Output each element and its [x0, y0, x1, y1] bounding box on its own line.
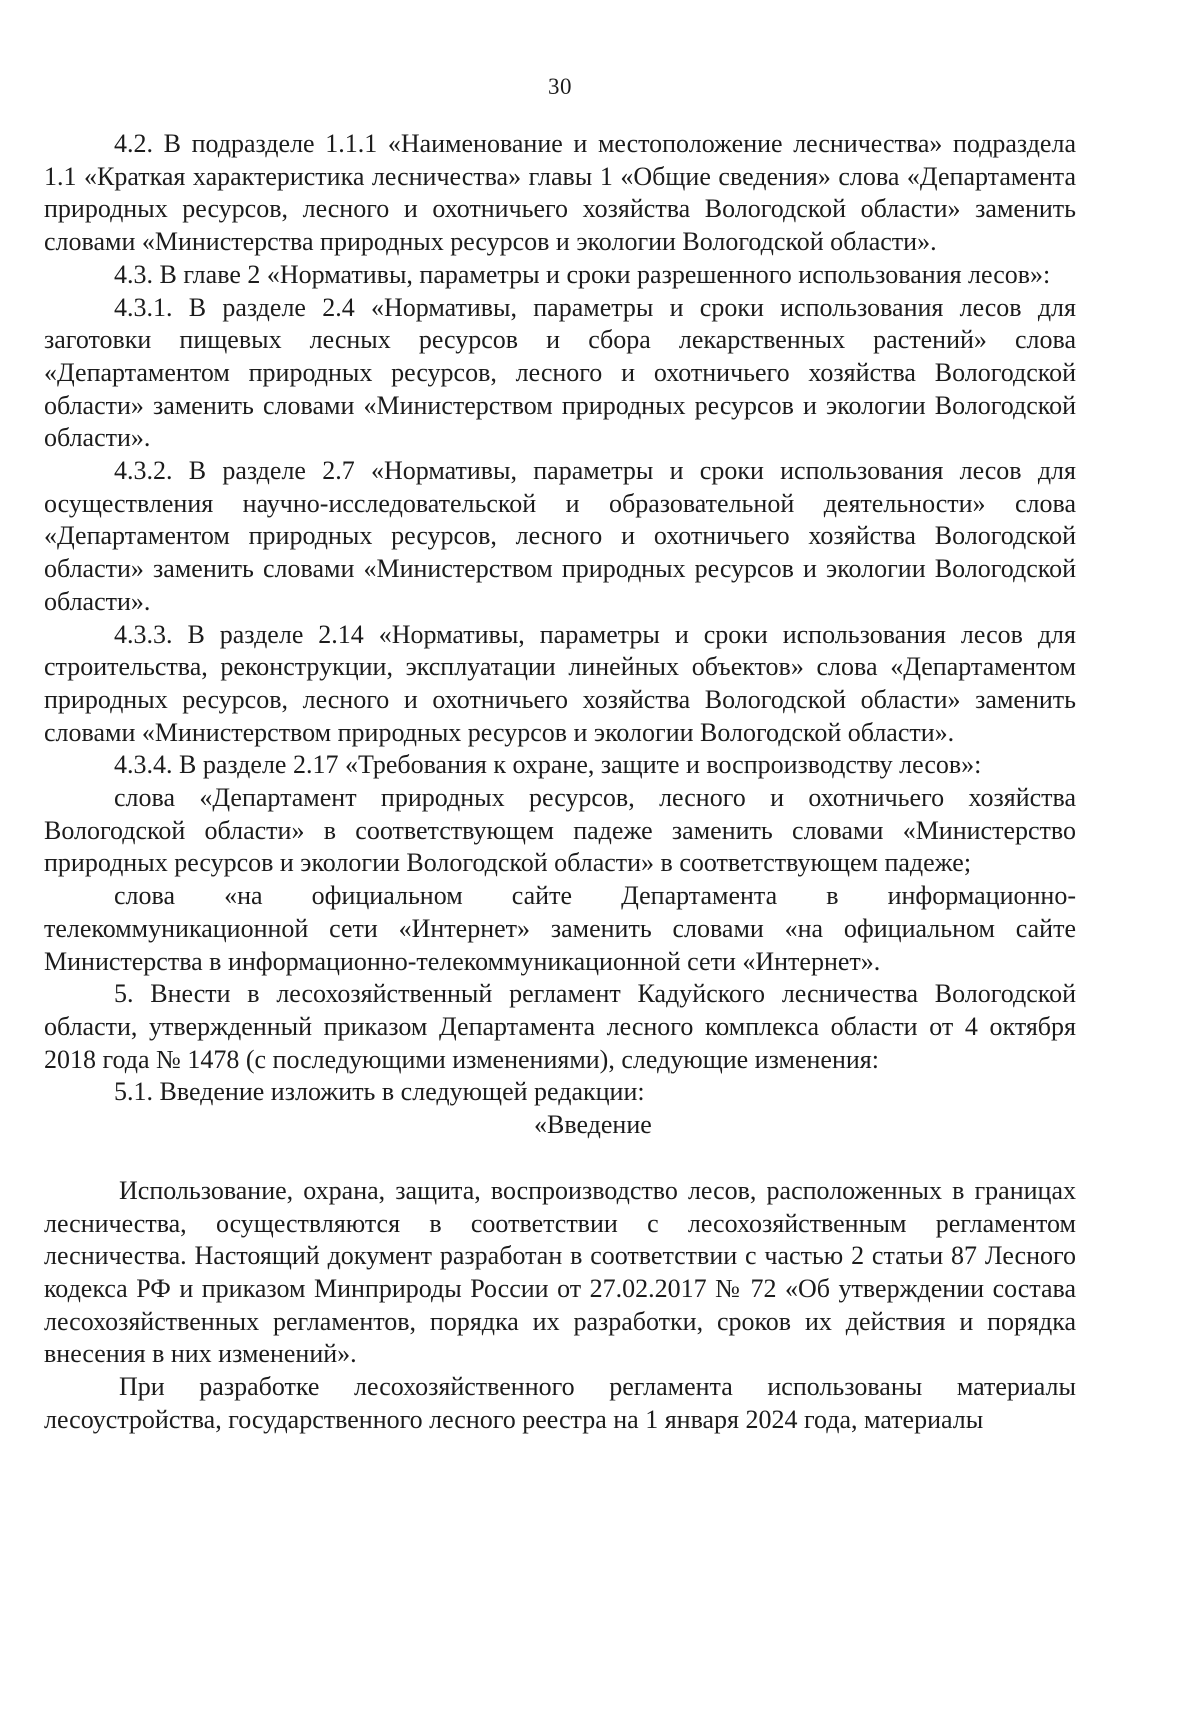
paragraph-4-2: 4.2. В подразделе 1.1.1 «Наименование и местоположение лесничества» подраздела 1.1 «Краткая характеристика лесничества» главы 1 «Общие сведения» слова «Департамента природных ресурсов, лесного и охотничьего хозяйства Вологодской области» заменить словами «Министерства природных ресурсов и экологии Вологодской области». — [44, 129, 1076, 257]
paragraph-4-3-1: 4.3.1. В разделе 2.4 «Нормативы, параметры и сроки использования лесов для заготовки пищевых лесных ресурсов и сбора лекарственных растений» слова «Департаментом природных ресурсов, лесного и охотничьего хозяйства Вологодской области» заменить словами «Министерством природных ресурсов и экологии Вологодской области». — [44, 292, 1076, 453]
paragraph-4-3-4-words-1: слова «Департамент природных ресурсов, лесного и охотничьего хозяйства Вологодской области» в соответствующем падеже заменить словами «Министерство природных ресурсов и экологии Вологодской области» в соответствующем падеже; — [44, 783, 1076, 878]
page-number: 30 — [548, 74, 572, 99]
document-body — [44, 128, 1076, 1436]
paragraph-4-3-4: 4.3.4. В разделе 2.17 «Требования к охране, защите и воспроизводству лесов»: — [114, 750, 982, 780]
paragraph-5: 5. Внести в лесохозяйственный регламент Кадуйского лесничества Вологодской области, утвержденный приказом Департамента лесного комплекса области от 4 октября 2018 года № 1478 (с последующими изменениями), следующие изменения: — [44, 979, 1076, 1074]
paragraph-4-3-2: 4.3.2. В разделе 2.7 «Нормативы, параметры и сроки использования лесов для осуществления научно-исследовательской и образовательной деятельности» слова «Департаментом природных ресурсов, лесного и охотничьего хозяйства Вологодской области» заменить словами «Министерством природных ресурсов и экологии Вологодской области». — [44, 456, 1076, 616]
paragraph-4-3-3: 4.3.3. В разделе 2.14 «Нормативы, параметры и сроки использования лесов для строительства, реконструкции, эксплуатации линейных объектов» слова «Департаментом природных ресурсов, лесного и охотничьего хозяйства Вологодской области» заменить словами «Министерством природных ресурсов и экологии Вологодской области». — [44, 619, 1076, 747]
document-page — [44, 0, 1076, 1719]
paragraph-4-3: 4.3. В главе 2 «Нормативы, параметры и сроки разрешенного использования лесов»: — [114, 259, 1051, 289]
intro-paragraph-2: При разработке лесохозяйственного регламента использованы материалы лесоустройства, государственного лесного реестра на 1 января 2024 года, материалы — [44, 1372, 1076, 1434]
section-heading: «Введение — [534, 1110, 652, 1140]
paragraph-5-1: 5.1. Введение изложить в следующей редакции: — [114, 1077, 645, 1107]
intro-paragraph-1: Использование, охрана, защита, воспроизводство лесов, расположенных в границах лесничества, осуществляются в соответствии с лесохозяйственным регламентом лесничества. Настоящий документ разработан в соответствии с частью 2 статьи 87 Лесного кодекса РФ и приказом Минприроды России от 27.02.2017 № 72 «Об утверждении состава лесохозяйственных регламентов, порядка их разработки, сроков их действия и порядка внесения в них изменений». — [44, 1175, 1076, 1369]
paragraph-4-3-4-words-2: слова «на официальном сайте Департамента в информационно-телекоммуникационной сети «Интернет» заменить словами «на официальном сайте Министерства в информационно-телекоммуникационной сети «Интернет». — [44, 881, 1076, 976]
